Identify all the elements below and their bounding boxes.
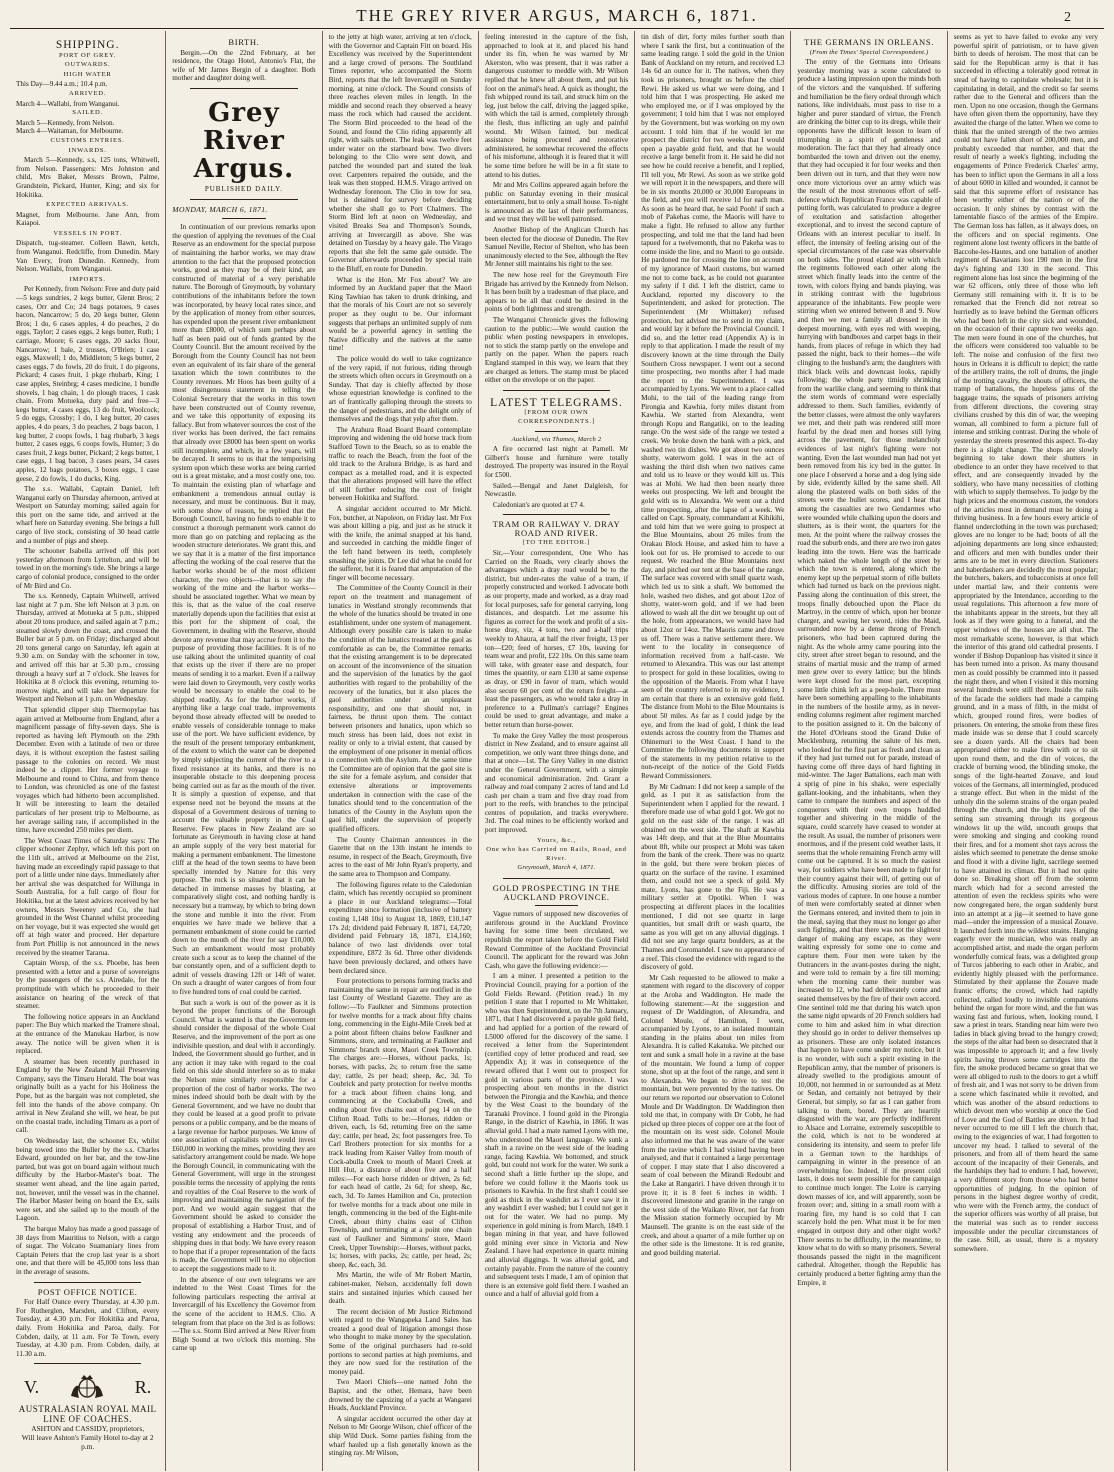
news-para-1: to the jetty at high water, arriving at ten o'clock, with the Governor and Captain Fitt on board. His Excellency was received by the Superintendent and a large crowd of persons. The Southland Times reporter, who accompanied the Storm Bird, reports that the left Invercargill on Sunday morning, at nine o'clock. The Sound consists of three reaches eleven miles in length. In the middle and second reach they observed a heavy mass the rock which had caused the accident. The Storm Bird proceeded to the head of the Sound, and found the Clio riding apparently all right, with sails unbent. The leak was twelve feet under water on the starboard bow. Two divers belonging to the Clio were sent down, and patched the wounded part and stated the leak over. Carpenters repaired the outside, and the leak was then stopped. H.M.S. Virago arrived on Wednesday forenoon. The Clio in tow for sea, but is detained for survey before deciding whether she shall go to Port Chalmers. The Storm Bird left at noon on Wednesday, and visited Breaks Sea and Thompson's Sounds, arriving at Invercargill as above. She was detained on Tuesday by a heavy gale. The Virago reports that she felt the same gale outside. The Governor afterwards proceeded by special train to the Bluff, en route for Dunedin. [328, 33, 472, 274]
news-para-18: The Wanganui Chronicle gives the following caution to the public:—We would caution the public when posting newspapers in envelopes, not to stick the stamp partly on the envelope and partly on the paper. When the papers reach England stamped in this way, we learn that they are charged as letters. The stamp must be placed either on the envelope or on the paper. [484, 316, 629, 385]
news-para-9: Four protections to persons forming tracks and maintaining the same in repair are notified in the last County of Westland Gazette. They are as follow:—To Faulkner and Simmons protection for twelve months for a track about fifty chains long, commencing in the Eight-Mile Creek bed at a point about fifteen chains below Faulkner and Simmons, store, and terminating at Faulkner and Simmons' branch store, Maori Creek Township. The charges are:—Horses, without packs, 1s; horses, with packs, 2s; to return free the same day; cattle, 2s per head; sheep, &c, 3d. To Coubrick and party protection for twelve months for a track about fifteen chains long, and commencing at the Cockabulla Creek, and ending about five chains east of peg 14 on the Clifton Road. Tolls to be:—Horses, ridden or driven, each, 1s 6d, returning free on the same day; cattle, per head, 2s; foot passengers free. To Carl Brothers protection for six months for a track leading from Kaiser Valley from mouth of Cock-abulla Creek to mouth of Maori Creek at Hill Hut, a distance of about five and a half miles:—For each horse ridden or driven, 2s 6d; for each head of cattle, 2s 6d; for sheep, &c, each, 3d. To James Hamilton and Co, protection for twelve months for a track about one mile in length, commencing in the bed of the Eight-mile Creek, about thirty chains east of Clifton Township, and terminating at a point one chain east of Faulkner and Simmons' store, Maori Creek, Upper Township:—Horses, without packs, 1s; horses, with packs, 2s; cattle, per head, 2s; sheep, &c, each, 3d. [328, 977, 472, 1269]
column-3 [323, 31, 479, 1471]
news-para-4: The Arahura Road Board Board contemplate improving and widening the old horse track from Stafford Town to the Beach, so as to enable the traffic to reach the Beach, from the foot of the old track to the Arahura Bridge, is as hard and compact as a metalled road, and it is expected that the alterations proposed will have the effect of still further reducing the cost of freight between Hokitika and Stafford. [328, 425, 472, 503]
editorial-para-1: In continuation of our previous remarks upon the question of applying the revenues of the Coal Reserve as an endowment for the special purpose of maintaining the harbor works, we may draw attention to the fact that the proposed protection works, good as they may be of their kind, are constructed of material of a very perishable nature. The Borough of Greymouth, by voluntary contributions of the inhabitants before the town was incorporated, by heavy local rates since, and by the application of money from other sources, has expended upon the present river embankment more than £8000, of which sum perhaps about half as been paid out of funds granted by the County Council. But the amount received by the Borough from the County Council has not been even an equivalent of its fair share of the general taxation which the town contributes to the County revenues. Mr Hoos has been guilty of a most disingenuous statement in telling the Colonial Secretary that the works in this town have been constructed out of County revenue, and we take this opportunity of exposing its fallacy. But from whatever sources the cost of the river works has been derived, the fact remains that already over £8000 has been spent on works still incomplete, and which, in a few years, will be decayed. It seems to us that the temporising system upon which these works are being carried out is a great mistake, and a most costly one, too. To maintain the existing plan of wharfage and embankment a tremendous annual outlay is necessary, and must be continuous. But it may, with some show of reason, be replied that the Borough Council, having no funds to enable it to construct a thorough permanent work cannot do more than go on patching and replacing as the wooden structure deteriorates. We grant this, and we say that it is a matter of the first importance affecting the working of the coal reserve that the harbor works should be of the most efficient character, the two objects—that is to say the working of the mine and the harbor works—should be associated together. What we mean by this is, that as the value of the coal reserve materially depends upon the facilities that exist at this port for the shipment of coal, the Government, in dealing with the Reserve, should devote any revenue that may accrue from it to the purpose of providing those facilities. It is of no use talking about the unlimited quantity of coal that exists up the river if there are no proper means of sending it to a market. Even if a railway were laid down to Greymouth, very costly works would be necessary to enable the coal to be shipped readily. As for the harbor works, if anything like a large coal trade, improvements beyond those already effected will be needed to enable vessels of considerable tonnage to make use of the port. We have sufficient evidence, by the result of the present temporary embankment, of the extent to which the water can be deepened by simply subjecting the current of the river to a fixed resistance at its banks, and there is no insuperable obstacle to this deepening process being carried out as far as the mouth of the river. It is simply a question of expense, and that expense need not be beyond the means at the disposal of a Government desirous of turning to account the valuable property in the Coal Reserve. Few places in New Zealand are so fortunate as Greymouth in having close at hand an ample supply of the very best material for making a permanent embankment. The limestone cliff at the head of the town seems to have been specially intended by Nature for this very purpose. The rock is so situated that it can be detached in immense masses by blasting, at comparatively slight cost, and nothing hardly is necessary but a tramway, by which to bring down the stone and tumble it into the river. From enquiries we have made we believe that a permanent embankment of stone could be carried down to the mouth of the river for say £10,000. Such an embankment would most probably create such a scour as to keep the channel of the bar constantly open, and of a sufficient depth to admit of vessels drawing 12ft or 14ft of water. On such a draught of water cargoes of from four to five hundred tons of coal could be carried. [172, 223, 316, 996]
divider [190, 199, 297, 200]
news-para-5: A singular accident occurred to Mr Michl. Fox, butcher, at Napoleon, on Friday last. Mr Fox was about killing a pig, and just as he struck it with the knife, the animal snapped at his hand, and succeeded in catching the middle finger of the left hand between its teeth, completely smashing the joints. Dr Lee did what he could for the sufferer, but it is feared that amputation of the finger will become necessary. [328, 505, 472, 582]
news-para-3: The police would do well to take cognizance of the very rapid, if not furious, riding through the streets which often occurs in Greymouth on a Sunday. That day is chiefly affected by those whose equestrian knowledge is confined to the art of frantically galloping through the streets to the danger of pedestrians, and the delight only of themselves and the dogs that yelp after them. [328, 354, 472, 424]
gold-heading: GOLD PROSPECTING IN THE AUCKLAND PROVINCE. [492, 883, 621, 902]
column-2 [166, 31, 322, 1471]
page-number: 2 [1064, 10, 1072, 25]
news-para-7: The County Chairman announces in the Gazette that on the 13th instant he intends to resume, in respect of the Beach, Greymouth, five acres to the east of Mr John Ryan's property, and the same area to Thompson and Company. [328, 835, 472, 878]
coach-departure: Will leave Ashton's Family Hotel to-day at 2 p.m. [21, 1433, 154, 1452]
editorial-para-2: But such a work is out of the power as it is beyond the proper functions of the Borough Council. What is wanted is that the Government should consider the disposal of the whole Coal Reserve, and the improvement of the port as one indivisible question, and deal with it accordingly. Indeed, the Government should go further, and in any action it may take with regard to the coal field on this side should interfere so as to make the Nelson mine similarly responsible for a proportion of the cost of harbor works. The two mines indeed should both be dealt with by the General Government, and we have no doubt that they could be leased at a good profit to private persons or a public company, and be the means of a large revenue for harbor purposes. We know of one association of capitalists who would invest £60,000 in working the mines, providing they are satisfactory arrangement could be made. We hope the Borough Council, in communicating with the General Government, will urge in the strongest possible terms the necessity of applying the rents and royalties of the Coal Reserve to the work of improving and maintaining the navigation of the port. And we would again suggest that the Government should be asked to consider the proposal of establishing a Harbor Trust, and of vesting any endowment and the proceeds of shipping dues in that body. We have every reason to hope that if a proper representation of the facts is made, the Government will have no objection to accept the suggestions made to it. [172, 998, 316, 1273]
column-5 [635, 31, 791, 1471]
post-office-text: For Half Ounce every Thursday, at 4.30 p.m. For Rutherglen, Marsden, and Clifton, every Tuesday, at 4.30 p.m. For Hokitika and Paroa, daily. From Hokitika and Paroa, daily. For Cobden, daily, at 11 a.m. For Te Town, every Tuesday, at 4.30 p.m. From Cobden, daily, at 11.30 a.m. [16, 1298, 160, 1358]
birth-notice: Bergin.—On the 22nd February, at her residence, the Otago Hotel, Antonio's Flat, the wife of Mr James Bergin of a daughter. Both mother and daughter doing well. [172, 48, 316, 83]
divider [503, 878, 610, 879]
shipping-para-4: That splendid clipper ship Thermopylae has again arrived at Melbourne from England, after a magnificent passage of fifty-seven days. She is reported as having left Plymouth on the 29th December. Even with a latitude of two or three days, it is without exception the fastest sailing passage to the colonies on record. We must indeed be a clipper. Her former voyage to Melbourne and round to China, and from thence to London, was chronicled as one of the fastest voyages which had hitherto been accomplished. It will be interesting to learn the detailed particulars of her present trip to Melbourne, as her average sailing rate, if accomplished in the time, have exceeded 250 miles per diem. [16, 705, 160, 835]
tide-times: This Day—9.44 a.m.; 10.4 p.m. [16, 80, 108, 89]
news-para-11: The recent decision of Mr Justice Richmond with regard to the Wangapeka Land Sales has created a good deal of litigation amongst those who thought to make money by the speculation. Some of the original purchasers had re-sold portions to second parties at high premiums, and they are now sued for the restitution of the money paid. [328, 1307, 472, 1376]
inwards-label: INWARDS. [68, 146, 107, 154]
birth-heading: BIRTH. [228, 37, 260, 47]
news-para-16: Another Bishop of the Anglican Church has been elected for the diocese of Dunedin. The Rev Samuel Neville, Rector of Shelton, who has been unanimously elected to the See, although the Rev Mr Jenner still maintains his right to the see. [484, 226, 629, 269]
telegrams-heading: LATEST TELEGRAMS. [490, 396, 623, 409]
divider [535, 431, 578, 432]
telegram-dateline: Auckland, via Thames, March 2 [511, 435, 602, 443]
masthead: Grey River Argus. [193, 97, 295, 184]
shipping-para-8: A steamer has been recently purchased in England by the New Zealand Mail Preserving Company, says the Timaru Herald. The boat was originally built as a yacht for his Holiness the Pope, but as the bargain was not completed, she fell into the hands of the above company. On arrival in New Zealand she will, we hear, be put on the coastal trade, including Timaru as a port of call. [16, 1057, 160, 1135]
divider [190, 88, 297, 89]
royal-arms-icon [67, 1374, 107, 1400]
editorial-dateline: MONDAY, MARCH 6, 1871. [172, 204, 268, 214]
column-4 [479, 31, 635, 1471]
tram-signoff-3: Greymouth, March 4, 1871. [517, 864, 596, 872]
divider [222, 218, 265, 219]
editorial-para-3: In the absence of our own telegrams we are indebted to the West Coast Times for the following particulars respecting the arrival at Invercargill of his Excellency the Governor from the scene of the accident to H.M.S. Clio. A telegram from that place on the 3rd is as follows:—The s.s. Storm Bird arrived at New River from Bligh Sound at two o'clock this morning. She came up [172, 1275, 316, 1353]
shipping-para-2: The schooner Isabella arrived off this port yesterday afternoon from Lyttelton, and will be towed in on the morning's tide. She brings a large cargo of colonial produce, consigned to the order of Mr Bird and Co. [16, 547, 160, 590]
imports-heading: IMPORTS. [69, 275, 106, 283]
tram-subheading: [TO THE EDITOR.] [522, 539, 591, 547]
orleans-heading: THE GERMANS IN ORLEANS. [804, 37, 934, 47]
news-para-14: feeling interested in the capture of the fish, approached to look at it, and placed his hand under its fin, when he was warned by Mr Akerston, who was present, that it was rather a dangerous customer to meddle with. Mr Wilson replied that he knew all about them, and put his foot on the animal's head. A quick as thought, the fish whipped round its tail, and struck him on the leg, just below the calf, driving the jagged spike, with which the tail is armed, completely through the flesh, thus inflicting an ugly and painful wound. Mr Wilson fainted, but medical assistance being procured and restorative administered, he somewhat recovered the effects of his misfortune, although it is feared that it will be some time before he will be in a fit state to attend to his duties. [484, 33, 629, 179]
column-6 [791, 31, 947, 1471]
tram-letter-1: Sir,—Your correspondent, One Who has Carried on the Roads, very clearly shows the advantages which a dray road would be to the district, but under-rates the value of a tram, if properly constructed and worked. I advocate both as our property, made and worked, as a dray road for local purposes, safe for general carrying, long distances, and despatch. Let me assume his figures as correct for the work and profit of a six-horse dray, viz, 4 tons, two and a-half trips weekly to Ahaura, at half the river freight, 13 per ton—£20; feed of horses, £7 10s, leaving for team wear and profit, £22 10s. On this same team will take, with greater ease and despatch, four times the quantity, or earn £130 at same expense as dray, or £90 in favor of tram, which would also secure 60 per cent of the return freight—at least the passengers, as who would take a dray in preference to a Pullman's carriage? Engines could be used to great advantage, and make a better return than horse-power. [484, 549, 629, 729]
telegrams-subheading: [FROM OUR OWN CORRESPONDENTS.] [518, 409, 595, 425]
column-1 [10, 31, 166, 1471]
shipping-para-6: Captain Worsp, of the s.s. Phoebe, has been presented with a letter and a purse of sovereigns by the passengers of the s.s. Airedale, for the promptitude with which he proceeded to their assistance on hearing of the wreck of that steamer. [16, 959, 160, 1011]
news-para-2: What is the Hon. Mr Fox about? We are informed by an Auckland paper that the Maori King Tawhiao has taken to drunk drinking, and that the morals of his Court are not so severely proper as they ought to be. Our informant suggests that perhaps an unlimited supply of rum would be a powerful agency in settling the Native difficulty and the natives at the same time! [328, 275, 472, 353]
arrived-label: ARRIVED. [68, 89, 107, 97]
tram-signoff-1: Yours, &c., [537, 836, 576, 844]
news-para-13: A singular accident occurred the other day at Nelson to Mr George Wilson, chief officer of the ship Wild Duck. Some parties fishing from the wharf hauled up a fish generally known as the stinging ray. Mr Wilson, [328, 1414, 472, 1458]
post-office-heading: POST OFFICE NOTICE. [37, 1286, 138, 1297]
divider [535, 905, 578, 906]
coach-line-title: AUSTRALASIAN ROYAL MAIL LINE OF COACHES. [18, 1404, 157, 1425]
columns [10, 31, 1104, 1471]
running-head [10, 4, 1104, 29]
news-para-6: The Committee of the County Council in their report on the treatment and management of lunatics in Westland strongly recommends that the whole of the lunatics should be treated in one establishment, under one system of management. Although every possible care is taken to make the condition of the lunatics treated at the gaol as comfortable as can be, the Committee remarks that the existing arrangement is to be deprecated on account of the inconvenience of the situation and the supervision of the lunatics by the gaol authorities with regard to the probability of the recovery of the lunatics, but it also places the gaol authorities under an unpleasant responsibility, and one that should not, in fairness, be thrust upon them. The contact between prisoners and lunatics, upon which so much stress has been laid, does not exist in reality or only to a trivial extent, that caused by the employment of one prisoner in menial offices in connection with the Asylum. At the same time the Committee are of opinion that the gaol site is the site for a female asylum, and consider that extensive alterations or improvements undertaken in connection with the case of the lunatics should tend to the concentration of the lunatics of the County in the Asylum upon the gaol hill, under the supervision of properly qualified officers. [328, 584, 472, 834]
news-para-12: Two Maori Chiefs—one named John the Baptist, and the other, Hemara, have been drowned by the capsizing of a yacht at Wangarei Heads, Auckland Province. [328, 1378, 472, 1413]
news-para-15: Mr and Mrs Collins appeared again before the public on Saturday evening in their musical entertainment, but to only a small house. To-night is announced as the last of their performances, and we trust they will be well patronised. [484, 181, 629, 224]
customs-heading: CUSTOMS ENTRIES. [50, 136, 125, 144]
sailed-entry-2: March 4—Waitaman, for Melbourne. [16, 127, 124, 136]
gold-text-5: Mr Cash requested to be allowed to make a statement with regard to the discovery of copper at the Aroha and Waddington. He made the following statement:—At the suggestion and request of Dr Waddington, of Alexandra, and Colonel Moule, of Hamilton, I went, accompanied by Lyons, to an isolated mountain standing in the plains about ten miles from Alexandra. It is called Kakatuka. We pitched our tent and sunk a small hole in a ravine at the base of the mountain. We found a lump of copper stone, shot up at the foot of the range, and sent it to Alexandra. We began to drive to test the mountain, but were prevented by the natives. On our return we reported our observation to Colonel Moule and Dr Waddington. Dr Waddington then told me that, in company with Dr Cobb, he had picked up three pieces of copper ore at the foot of the mountain on its west side. Colonel Moule also informed me that he was aware of the water from the ravine which I had visited having been analysed, and that it contained a large percentage of copper. I may state that I also discovered a seam of coal between the Mirandi Redoubt and the Lake at Rangariri. I have driven through it to prove it; it is 8 feet 6 inches in width. I discovered limestone and granite in the range on the west side of the Waikato River, not far from the Mission station formerly occupied by Mr Maunsell. The granite is on the east side of the creek, and about a quarter of a mile further up on the other side is the limestone. It is red granite, and good building material. [641, 973, 785, 1257]
shipping-para-1: The s.s. Wallabi, Captain Daniel, left Wanganui early on Thursday afternoon, arrived at Westport on Saturday morning; sailed again for this port on the same tide, and arrived at the wharf here on Saturday evening. She brings a full cargo of live stock, consisting of 30 head cattle and a number of pigs and sheep. [16, 485, 160, 545]
royal-cipher-r: R. [134, 1376, 152, 1397]
shipping-para-5: The West Coast Times of Saturday says: The clipper schooner Zephyr, which left this port on the 11th ult., arrived at Melbourne on the 21st, having made an exceedingly rapid passage to that port of a little under nine days. Immediately after her arrival she was despatched for Willunga in South Australia, for a full cargo of flour for Hokitika, but at the latest advices received by her owners, Messrs Sweeney and Co, she had grounded in the West Channel whilst proceeding on her voyage, but it was expected she would get off at high water and proceed. Her departure from Port Phillip is not announced in the news received by the steamer Tararua. [16, 836, 160, 957]
gold-text-3: tin dish of dirt, forty miles further south than where I sank the first, but a continuation of the same leading range. I sold the gold in the Union Bank of Auckland on my return, and received L3 14s 6d an ounce for it. The natives, when they took us prisoners, brought us before the chief Rewi. He asked us what we were doing, and I told him that I was prospecting. He asked me who employed me, or if I was employed by the government; I told him that I was not employed by the Government, but was working on my own account. I told him that if he would let me prospect the district for two weeks that I would open a payable gold field, and that he would receive a large benefit from it. He said he did not see how he could receive a benefit, and I replied, I'll tell you, Mr Rewi. As soon as we strike gold we will report it in the newspapers, and there will be in six months 20,000 or 30,000 Europeans in the field, and you will receive 1d for each man. As soon as he heard that, he said Pooh! if such a mob of Pakehas come, the Maoris will have to make a fight. He refused to allow any further prospecting, and told me that the land had been tapued for a twelvemonth, that no Pakeha was to come inside the line, and no Maori to go outside. He pardoned me for crossing the line on account of my ignorance of Maori customs, but warned me not to come back, as he could not guarantee my safety if I did. I left the district, came to Auckland, reported my discovery to the Superintendent, and asked for protection. The Superintendent (Mr Whittaker) refused protection, but advised me to send in my claim, and would lay it before the Provincial Council. I did so, and the letter read (Appendix A) is in reply to that application. I made the result of my discovery known at the time through the Daily Southern Cross newspaper. I went out a second time prospecting, two months after I had made the report to the Superintendent. I was accompanied by Lyons. We went to a place called Mohi, to the tail of the leading range from Pirongia and Kawhia, forty miles distant from Kawhia. We started from Alexandra, went through Kopu and Rangatiki, on to the leading range. On the west side of the range we tested a creek. We broke down the bank with a pick, and washed two tin dishes. We got about two ounces shotty, waterworn gold. I was in the act of washing the third dish when two natives came and told us to leave or they would kill us. This was at Mohi. We had then been nearly three weeks out prospecting. We left and brought the gold with us to Alexandra. We went out a third time prospecting, after the lapse of a week. We called on Capt. Sproaty, commandant at Kihikihi, and told him that we were going to prospect at the Blue Mountains, about 26 miles from the Orakau Block House, and asked him to have a look out for us. He promised to accede to our request. We reached the Blue Mountains next day, and pitched our tent at the base of the range. The surface was covered with small quartz wash, which led us to sink a shaft. We bottomed the hole, washed two dishes, and got about 12oz of shotty, water-worn gold, and if we had been allowed to wash all the dirt we brought up out of the hole, from appearances, we would have had about 12oz or 14oz. The Maoris came and drove us off. There was a native settlement there. We went to the locality in consequence of information received from a half-caste. We returned to Alexandra. This was our last attempt to prospect for gold in these localities, owing to the opposition of the Maoris. From what I have seen of the country referred to in my evidence, I am certain that there is an extensive gold field. The distance from Mohi to the Blue Mountains is about 50 miles. As far as I could judge by the eye, and from the lead of gold, I think the lead extends across the country from the Thames and Ohinemuri to the West Coast. I hand to the Committee the following documents in support of the statements in my petition relative to the non-receipt of the notice of the Gold Fields Reward Commissioners. [641, 33, 785, 781]
tram-letter-2: To make the Grey Valley the most prosperous district in New Zealand, and to ensure against all competition, we only want three things done, and that at once—1st. The Grey Valley in one district under the General Government, with a simple and economical administration. 2nd. Grant a railway and road company 2 acres of land and Ld cash per chain a tram and five dray road from port to the reefs, with branches to the principal centres of population, and tracks everywhere. 3rd. The coal mines to be efficiently worked and port improved. [484, 731, 629, 835]
published-daily: PUBLISHED DAILY. [204, 184, 284, 193]
gold-text-4: By Mr Cadman: I did not keep a sample of the gold, as I put it as satisfaction from the Superintendent when I applied for the reward. I therefore made use of what gold I got. We got no gold on the east side of the range. I was all obtained on the west side. The shaft at Kawhia was 14ft deep, and that at the Blue Mountains about 8ft, while our prospect at Mohi was taken from the bank of the creek. There was no quartz in the gold, but there were broken pieces of quartz on the surface of the ravine. I examined them, and could not see a speck of gold. My mate, Lyons, has gone to the Fiji. He was a military settler at Opotiki. When I was prospecting at different places in the localities mentioned, I did not see quartz in large quantities, but small drift or wash quartz, the same as you will get on any alluvial diggings. I did not see any large quartz boulders, as at the Thames and Coromandel. I saw no appearance of a reef. This closed the evidence with regard to the discovery of gold. [641, 782, 785, 972]
divider [34, 1282, 141, 1283]
royal-cipher-v: V. [24, 1376, 40, 1397]
telegram-text-2: Sailed.—Bengal and Janet Dalgleish, for Newcastle. [484, 481, 629, 499]
shipping-heading: SHIPPING. [55, 39, 120, 51]
divider [503, 514, 610, 515]
port-heading: PORT OF GREY. [59, 51, 117, 59]
telegram-text-1: A fire occurred last night at Parnell. Mr Gilbert's house and furniture were totally destroyed. The property was insured in the Royal for £500. [484, 445, 629, 479]
royal-arms-block [24, 1374, 151, 1400]
shipping-para-3: The s.s. Kennedy, Captain Whitwell, arrived last night at 7 p.m. She left Nelson at 3 p.m. on Thursday, arrived at Motueka at 5 p.m., shipped about 20 tons produce, and sailed again at 7 p.m.; steamed slowly down the coast, and crossed the Buller bar at 5 p.m. on Friday; discharged about 20 tons general cargo on Saturday, left again at 9.30 a.m. on Sunday with the schooner in tow, and arrived off this bar at 5.30 p.m., crossing through a heavy surf at 7 o'clock. She leaves for Hokitika at 8 o'clock this evening, returning to-morrow night, and will take her departure for Westport and Nelson at 1 p.m. on Wednesday. [16, 592, 160, 704]
divider [503, 390, 610, 391]
sailed-entry-1: March 5—Kennedy, from Nelson. [16, 118, 115, 127]
outwards-label: OUTWARDS. [64, 61, 111, 69]
news-para-10: Mrs Martin, the wife of Mr Robert Martin, cabinet-maker, Nelson, accidentally fell down stairs and sustained injuries which caused her death. [328, 1271, 472, 1306]
gold-text-1: Vague rumors of supposed new discoveries of auriferous ground in the Auckland Province having for some time been circulated, we republish the report taken before the Gold Field Reward Committee of the Auckland Provincial Council. The applicant for the reward was John Cash, who gave the following evidence:— [484, 910, 629, 970]
orleans-text-1: The entry of the Germans into Orleans yesterday morning was a scene calculated to produce a lasting impression upon the minds both of the victors and the vanquished. If suffering and humiliation be the fiery ordeal through which nations, like individuals, must pass to rise to a higher and purer standard of virtue, the French are drinking the bitter cup to its dregs, while their opponents have the difficult lesson to learn of triumphing in a spirit of gentleness and moderation. The fact that they had already once bombarded the town and driven out the enemy, that they had occupied it for four weeks and then been driven out in turn, and that they were now once more victorious over an army which was the result of the most strenuous effort of self-defence which Republican France was capable of putting forth, was calculated to produce a degree of exultation and satisfaction altogether exceptional, and to invest the second capture of Orleans with an interest peculiar to itself. In effect, the intensity of feeling arising out of the special circumstances of the case was observable on both sides. The proud elated air with which the regiments followed each other along the street which finally leads into the centre of the town, with colors flying and bands playing, was in striking contrast with the lugubrious appearance of the inhabitants. Few people were stirring when we entered between 8 and 9. Now and then we met a family all dressed in the deepest mourning, with eyes red with weeping, hurrying with bandboxes and carpet bags in their hands, from places of refuge in which they had passed the night, back to their homes—the wife clinging to the husband's arm; the daughters with thick black veils and downcast looks, rapidly following; the whole party timidly shrinking from the warlike clang, and seeming to think that the stern words of command were especially addressed to them. Such families, evidently of the better classes, were almost the only wayfarers we met, and their path was rendered still more fearful by the dead men and horses still lying across the pavement, for those melancholy evidences of last night's fighting were not wanting. Even the last wounded man had not yet been removed from his icy bed in the gutter. In one place I observed a horse and a dog lying side by side, evidently killed by the same shell. All along the plastered walls on both sides of the streets were the bullet scores, and I hear that among the casualties are two Gendarmes who were wounded while chalking upon the doors and shutters, as is their wont, the quarters for the men. At the point where the railway crosses the road the suburb ends, and there are two iron gates leading into the town. Here was the barricade which naked the whole length of the street by which the town is entered, along which the enemy kept up the perpetual storm of rifle bullets which had turned us back on the previous night. Passing along the continuation of this street, the troops finally debouched upon the Place du Martroy, in the centre of which, upon her bronze charger, and waving her sword, rides the Maid, surrounded now by a dense throng of French prisoners, who had been captured during the night. As the whole army came pouring into the city, street after street began to resound, and the strains of martial music and the tramp of armed men grew over to every lattice; but the blinds were kept closed for the most part, excepting some little chink left as a peep-hole. There must have been something appalling to the inhabitants in the numbers of the hostile army, as in never-ending columns regiment after regiment marched to the position assigned to it. On the balcony of the Hotel d'Orleans stood the Grand Duke of Mecklenburg, returning the salute of his men, who looked for the first part as fresh and clean as if they had just turned out for parade, instead of having come off three days of hard fighting in mid-winter. The Jager Battalions, each man with a sprig of pine in his shako, were especially gallant-looking, and the inhabitants, when they came to compare the numbers and aspect of the conquerors with their own troops huddled together and shivering in the middle of the square, could scarcely have ceased to wonder at the result. As usual, the number of prisoners were enormous, and if the present cold weather lasts, it seems that the whole remaining French army will come out be captured. It is so much the easiest way, for soldiers who have been made to fight for their country against their will, of getting out of the difficulty. Amusing stories are told of the various modes of capture. In one house a number of men were comfortably seated at dinner when the Germans entered, and invited them to join in the meal, saying that they must no longer go after such fighting, and that there was not the slightest danger of making any escape, as they were waiting expressly for some one to come and capture them. Four men were taken by the Outrancers in the avant-postes during the night, and were told to remain by a fire till morning; when the morning came their number was increased to 12, who had deliberately come and seated themselves by the fire of their own accord. One sentinel told me that during his watch upon the same night upwards of 20 French soldiers had come to him and asked him in what direction they should go in order to deliver themselves up as prisoners. These are only isolated instances that happen to have come under my notice, but it is no wonder, with such a spirit existing in the Republican army, that the number of prisoners is already swelled to the prodigious amount of 10,000, not hemmed in or surrounded as at Metz or Sedan, and certainly not betrayed by their General, but simply, so far as I can gather from talking to them, bored. They are heartily disgusted with the war, are perfectly indifferent to Alsace and Lorraine, extremely susceptible to the cold, which is not to be wondered at considering its intensity, and seem to prefer life in a German town to the hardships of campaigning in winter in the presence of an overwhelming foe. Indeed, if the present cold lasts, it does not seem possible for the campaign to continue much longer. The Loire is carrying down masses of ice, and will apparently, soon be frozen over; and, sitting in a small room with a roaring fire, my hand is so cold that I can scarcely hold the pen. What must it be for men engaged in outpost duty and other night work? There seems to be difficulty, in the meantime, to know what to do with so many prisoners. Several thousands passed the night in the magnificent cathedral. Altogether, though the Republic has certainly produced a better fighting army than the Empire, it [797, 58, 941, 1287]
vessels-heading: VESSELS IN PORT. [53, 229, 122, 237]
column-7 [948, 31, 1104, 1471]
tram-signoff-2: One who has Carried on Rails, Road, and River. [486, 846, 627, 862]
gold-text-2: I am a miner. I presented a petition to the Provincial Council, praying for a portion of the Gold Fields Reward. (Petition read.) In my petition I state that I reported to Mr Whittaker, who was then Superintendent, on the 7th January, 1871, that I had discovered a payable gold field, and had applied for a portion of the reward of L5000 offered for the discovery of the same. I received a letter from the Superintendent (certified copy of letter produced and read, see Appendix A); it was in consequence of the reward offered that I went out to prospect for gold in various parts of the province. I was prospecting about ten months in the district between the Pirongia and the Kawhia, and thence by the West Coast to the boundary of the Taranaki Province. I found gold in the Pirongia Range, in the district of Kawhia, in 1866. It was alluvial gold. I had a mate named Lyons with me, who understood the Maori language. We sunk a shaft in a ravine on the west side of the leading range, facing Kawhia. We bottomed, and struck gold, but could not work for the water. We sunk a second shaft a little further up the slope, and before we could follow it the Maoris took us prisoners to Kawhia. In the first shaft I could see gold as thick in the washdirt as I ever saw it in any washdirt I ever washed; but I could not get it out for the water. We had no pump. My experience in gold mining is from March, 1849. I began mining in that year, and have followed gold mining ever since in Victoria and New Zealand. I have had experience in quartz mining and alluvial diggings. It was alluvial gold, and certainly payable. From the nature of the country and subsequent tests I made, I am of opinion that there is an extensive gold field there. I washed an ounce and a half of alluvial gold from a [484, 972, 629, 1299]
newspaper-running-title: THE GREY RIVER ARGUS, MARCH 6, 1871. [356, 6, 758, 25]
orleans-text-2: seems as yet to have failed to evoke any very powerful spirit of patriotism, or to have given birth to deeds of heroism. The most that can be said for the Republican army is that it has succeeded in effecting a tolerably good retreat in stead of having to capitulate wholesale; but it is capitulating in detail, and the credit so far seems rather due to the General and officers than the men. Upon no one occasion, though the Germans have often given them the opportunity, have they awaited the charge of the latter. When we come to think that the united strength of the two armies could not have fallen short of 200,000 men, and probably exceeded that number, and that the result of nearly a week's fighting, including the engagements of Prince Frederick Charles' army, has been to inflict upon the Germans in all a loss of about 6000 in killed and wounded, it cannot be said that this supreme effort of resistance has been worthy either of the nation or of the occasion. It only shines by contrast with the lamentable fiasco of the armies of the Empire. The German loss has fallen, as it always does, on the officers and on special regiments. One regiment alone lost twenty officers in the battle of Baccohe-les-Hautes, and one battalion of another regiment of Bavarians lost 190 men in the first day's fighting and 130 in the second. This regiment alone has lost since the beginning of the war 62 officers, only three of those who left Germany still remaining with it. It is to be remarked that the French did not retreat so hurriedly as to leave behind the German officers who had been left in the city sick and wounded, on the occasion of their capture two weeks ago. The men were found in one of the churches, but the officers were considered too valuable to be left. The noise and confusion of the first two hours in Orleans it is difficult to depict; the rattle of the artillery trains, the roll of drums, the jingle of the trotting cavalry, the shouts of officers, the tramp of battalions, the hopeless jams of the baggage trains, the squads of prisoners arriving from different directions, the covering stray civilians crushed by this din of war, the weeping woman, all combined to form a picture full of intense and striking contrast. During the whole of yesterday the streets presented this aspect. To-day there is a slight change. The shops are slowly beginning to take down their shutters in obedience to an order they have received to that effect, and are consequently invaded by the soldiery, who have many necessities of clothing with which to supply themselves. To judge by the high prices and the enormous custom, the vendors of the articles most in demand must be doing a thriving business. In a few hours every article of flannel underclothing in the town was purchased; gloves are no longer to be had; boots of all the adjoining departments are long since exhausted; and officers and men with bundles under their arms are to be met in every direction. Stationers and haberdashers are decidedly the most popular; the butchers, bakers, and tobacconists at once fell under martial law, and their contents were appropriated by the Intendance, according to the usual regulations. This afternoon a few more of the inhabitants appear in the streets, but they all look as if they were going to a funeral, and the upper windows of the houses are all shut. The most remarkable scene, however, is that which the interior of this grand old cathedral presents. I wonder if Bishop Dupanloup has visited it since it has been turned into a prison. As many thousand men as could possibly be crammed into it passed the night there, and when I visited it this morning several hundreds were still there. Inside the rails of the facade the soldiers had made a camping ground, and in a mass of filth, in the midst of which, grouped round fires, were bodies of prisoners. On entering, the smoke from these fires made inside was so dense that I could scarcely see a dozen yards. All the chairs had been appropriated either to make fires with or to sit upon round them, and the din of voices, the crackle of burning wood, the blinding smoke, the songs of the light-hearted Zouave, and loud voices of the Germans, all intermingled, produced a strange effect. But when in the midst of the unholy din the solemn strains of the organ pealed through the church, and the bright rays of the setting sun streaming through its gorgeous windows lit up the wild, uncouth groups that were smoking and singing and cooking round their fires, and for a moment shot rays across the aisles which seemed to penetrate the dense smoke and flood it with a divine light, sacrilege seemed to have attained its climax. But it had not quite done so. Breaking short off from the solemn march which had for a second arrested the attention of even the reckless spirits who were now congregated here, the organ suddenly burst into an attempt at a jig—it seemed to have gone mad—under the impression of a musical Zouave. It launched forth into the wildest strains. Hanging eagerly over the musician, who was really an accomplished artist, and made the organ perform wonderfully comical feats, was a delighted group of Turcos jabbering to each other in Arabic, and evidently highly pleased with the performance. Stimulated by their applause the Zouave made frantic efforts; the crowd, which had rapidly collected, called loudly to invisible companions behind the organ for more wind, and the fun was waxing fast and furious, when, looking round, I saw a priest in tears. Standing near him were two ladies in black giving bread to the hungry crowd; the steps of the altar had been so desecrated that it was impossible to approach it; and a few lively spirits having thrown some cartridges into the fire, the smoke produced became so great that we were all obliged to rush to the doors to get a whiff of fresh air, and I was not sorry to be driven from a scene which fascinated while it revolted, and which was another of the absurd reductions to which devout men who worship at once the God of Love and the God of Battles are driven. It had never occurred to me till I left the church that, owing to the exigencies of war, I had forgotten to uncover my head. I talked to several of the prisoners, and from all of them heard the same account of the incapacity of their Generals, and the hardships they had to endure. I had, however, a very different story from those who had better opportunities of judging. In the opinion of persons in the highest degree worthy of credit, who were with the French army, the conduct of the superior officers was worthy of all praise, but the material was such as to render success impossible under the peculiar circumstances of the case. Still, as usual, there is a mystery somewhere. [953, 33, 1098, 1253]
news-para-17: The new hose reel for the Greymouth Fire Brigade has arrived by the Kennedy from Nelson. It has been built by a tradesman of that place, and appears to be all that could be desired in the points of both lightness and strength. [484, 271, 629, 314]
tram-heading: TRAM OR RAILWAY V. DRAY ROAD AND RIVER. [492, 519, 621, 538]
telegram-text-3: Caledonian's are quoted at £7 4. [492, 500, 585, 509]
high-water-label: HIGH WATER [63, 70, 112, 78]
shipping-para-7: The following notice appears in an Auckland paper: The Buy which marked the Tramere shoal, at the entrance of the Manukau Harbor, is now away. The notice will be given when it is replaced. [16, 1012, 160, 1056]
coach-proprietors: ASHTON and CASSIDY, proprietors, [31, 1424, 145, 1434]
shipping-para-9: On Wednesday last, the schooner Ex, whilst being towed into the Buller by the s.s. Charles Edward, grounded on her bar, and the tow-line parted, but was got on board again without much difficulty by the Harbor-Master's boat. The steamer went ahead, and the line again parted, not, however, until the vessel was in the channel. The Harbor Master being on board the Ex, sails were set, and she sailed up to the mouth of the Lagoon. [16, 1137, 160, 1223]
news-para-8: The following figures relate to the Caledonian claim, which has recently occupied so prominent a place in our Auckland telegrams:—Total expenditure since formation (inclusive of battery costing 1,148 10s) to August 18, 1869, £10,147 17s 2d; dividend paid February 8, 1871, £4,720; dividend paid February 18, 1871, £14,160; balance of two last dividends over total expenditure, £872 3s 6d. Three other dividends have been previously declared, and others have been declared since. [328, 880, 472, 975]
orleans-byline: (From the Times' Special Correspondent.) [809, 48, 929, 56]
shipping-para-10: The barque Maloy has made a good passage of 38 days from Mauritius to Nelson, with a cargo of sugar. The Volcano Suamaniary lines from Captain Peters that the crop last year is a short one, and that there will be 45,000 tons less than in the average of seasons. [16, 1224, 160, 1276]
expected-heading: EXPECTED ARRIVALS. [46, 201, 130, 209]
customs-text: March 5—Kennedy, s.s, 125 tons, Whitwell, from Nelson. Passengers: Mrs Johnston and child, Mrs Baker, Messrs Brown, Palme, Grandstein, Pickard, Hunter, King; and six for Hokitika. [16, 156, 160, 199]
expected-text: Magnet, from Melbourne. Jane Ann, from Kaiapoi. [16, 210, 160, 228]
vessels-text: Dispatch, tug-steamer. Colleen Bawn, ketch, from Wanganui. Redcliffe, from Dunedin. Mary Van Every, from Dunedin. Kennedy, from Nelson. Wallabi, from Wanganui. [16, 239, 160, 274]
imports-text: Per Kennedy, from Nelson: Free and duty paid—5 kegs sundries, 2 kegs butter, Glenn Bros; 2 cases, Orr and Co; 24 bags potatoes, 9 cases bacon, Nancarrow; 5 do, 20 kegs butter, Glenn Bros; 1 do, 6 cases apples, 4 do peaches, 2 do eggs, Taylor; 2 cases eggs, 2 kegs butter, Ruth; 1 carriage, Moore; 6 cases eggs, 20 sacks flour, Nancarrow; 1 bale, 2 trusses, O'Brien; 1 case eggs, Maxwell; 1 do, Middleton; 5 kegs butter, 2 cases eggs, 7 do fowls, 20 do fruit, 1 do pigeons, Pickard; 4 cases fruit, 1 pkge rhubarb, King; 1 case apples, Steinbrg; 4 cases medicine, 1 bundle shovels, 1 bag chain, 1 do plough traces, 1 cask chain. From Motueka, duty paid and free—3 kegs butter, 4 cases eggs, 13 do fruit, Woolcock; 5 do eggs, Crossby; 1 do, 1 keg butter, 20 cases apples, 4 do pears, 3 do peaches, 2 bags bacon, 1 keg butter, 2 coops fowls, 1 bag rhubarb, 3 kegs butter, 2 cases eggs, 6 coops fowls, Hunter; 3 do cases fruit, 2 kegs butter, Pickard; 2 kegs butter, 1 case eggs, 1 bag bacon, 3 cases pears, 34 cases apples, 12 bags potatoes, 3 boxes eggs, 1 case geese, 2 do fowls, 1 do ducks, King. [16, 285, 160, 483]
sailed-label: SAILED. [72, 109, 103, 117]
arrived-entry: March 4—Wallabi, from Wanganui. [16, 99, 120, 108]
divider [34, 1363, 141, 1364]
